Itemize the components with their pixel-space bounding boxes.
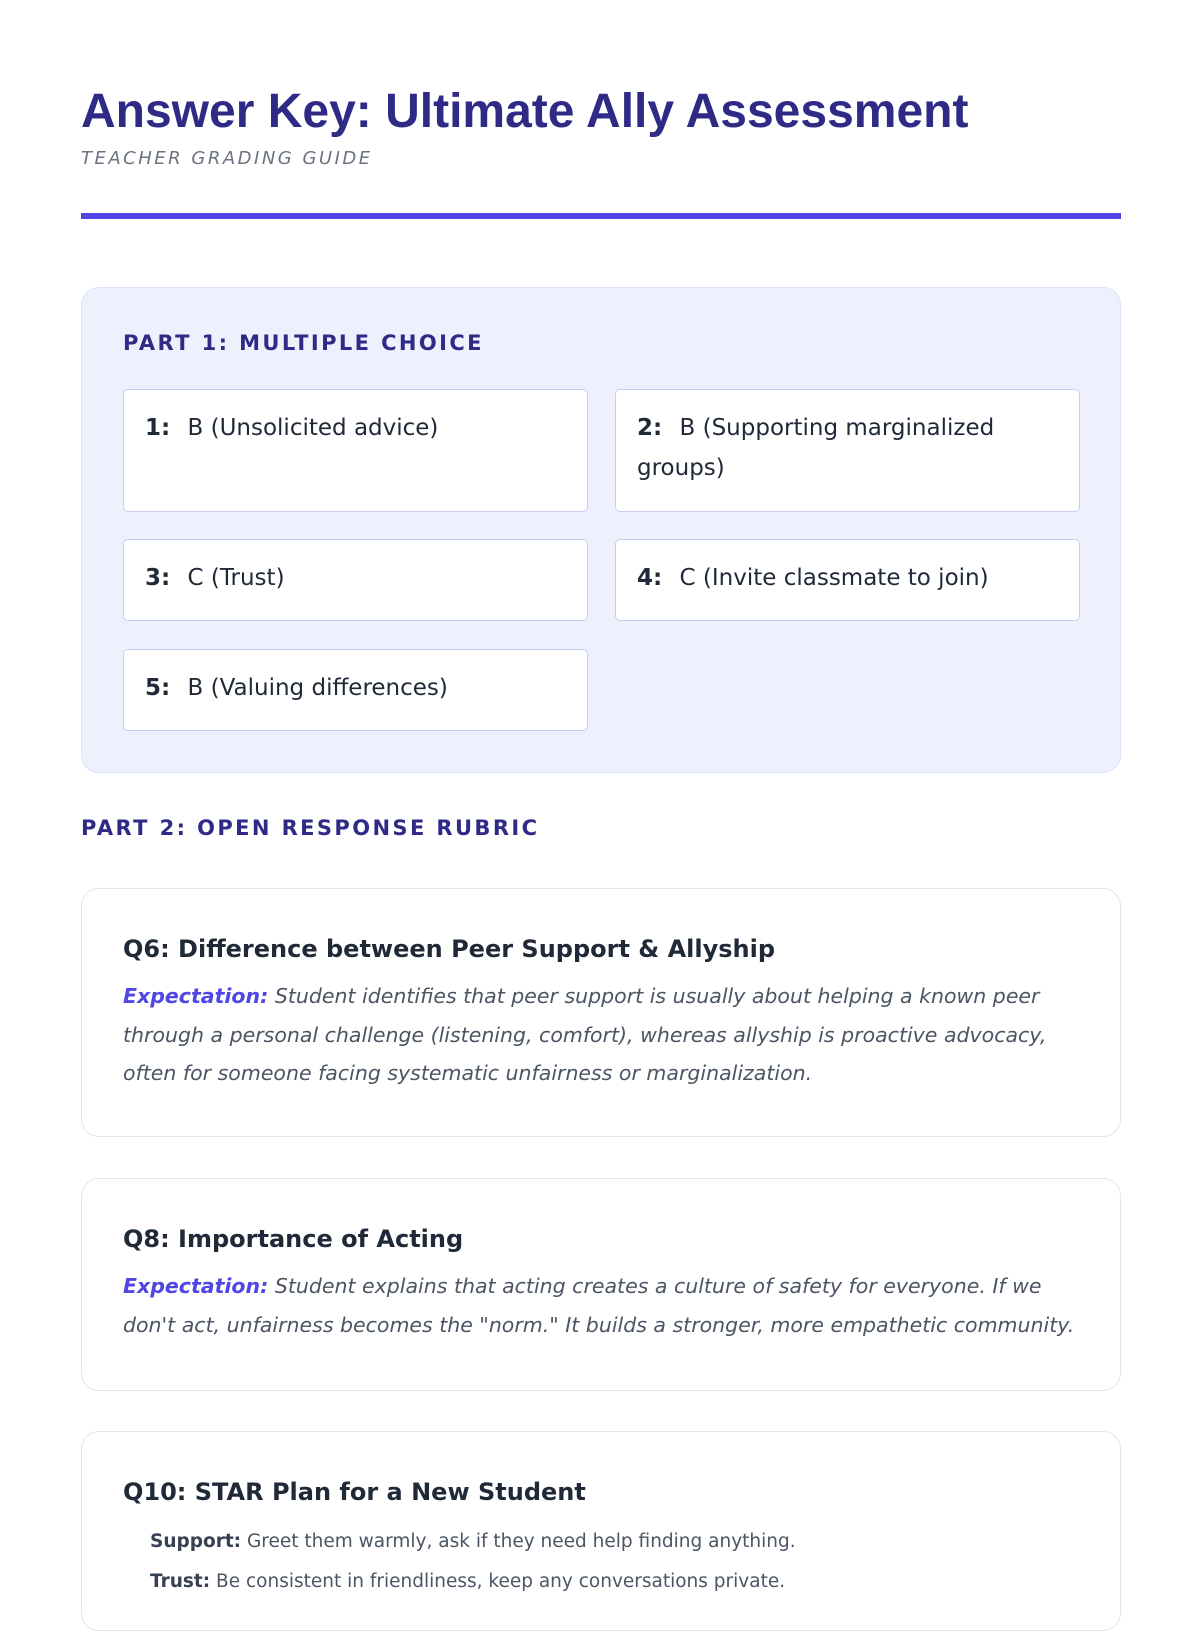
star-plan-label: Support: xyxy=(150,1531,242,1552)
rubric-card-q8 xyxy=(81,1178,1121,1391)
multiple-choice-panel xyxy=(81,287,1121,773)
expectation-text: Student explains that acting creates a culture of safety for everyone. If we don't act, unfairness becomes the "norm." It builds a stronger, more empathetic community. xyxy=(123,1274,1075,1337)
page-title: Answer Key: Ultimate Ally Assessment xyxy=(81,85,969,138)
mc-answer-number: 5: xyxy=(145,675,171,701)
mc-answer-4 xyxy=(615,539,1080,621)
mc-answer-text: C (Trust) xyxy=(187,565,285,591)
mc-answer-5 xyxy=(123,649,588,731)
rubric-question-title: Q10: STAR Plan for a New Student xyxy=(123,1478,586,1506)
star-plan-list xyxy=(123,1522,1079,1602)
mc-answer-1 xyxy=(123,389,588,512)
rubric-question-title: Q6: Difference between Peer Support & Allyship xyxy=(123,935,776,963)
part2-title: PART 2: OPEN RESPONSE RUBRIC xyxy=(81,816,540,840)
mc-answer-number: 3: xyxy=(145,565,171,591)
mc-answer-number: 4: xyxy=(637,565,663,591)
page-subtitle: TEACHER GRADING GUIDE xyxy=(81,148,373,169)
star-plan-item-support xyxy=(150,1522,1079,1562)
mc-answer-text: C (Invite classmate to join) xyxy=(679,565,989,591)
mc-answer-2 xyxy=(615,389,1080,512)
mc-answer-3 xyxy=(123,539,588,621)
part1-title: PART 1: MULTIPLE CHOICE xyxy=(123,331,484,355)
mc-answer-number: 2: xyxy=(637,415,663,441)
star-plan-item-trust xyxy=(150,1562,1079,1602)
mc-answer-text: B (Unsolicited advice) xyxy=(187,415,439,441)
header-divider xyxy=(81,213,1121,219)
rubric-question-title: Q8: Importance of Acting xyxy=(123,1225,464,1253)
mc-answer-text: B (Supporting marginalized groups) xyxy=(637,415,995,481)
mc-answer-number: 1: xyxy=(145,415,171,441)
expectation-label: Expectation: xyxy=(123,984,269,1008)
rubric-card-q10 xyxy=(81,1431,1121,1631)
rubric-card-q6 xyxy=(81,888,1121,1137)
expectation-label: Expectation: xyxy=(123,1274,269,1298)
expectation-text: Student identifies that peer support is usually about helping a known peer through a personal challenge (listening, comfort), whereas allyship is proactive advocacy, often for someone facing systematic unfairness or marginalization. xyxy=(123,984,1047,1085)
rubric-expectation xyxy=(123,977,1079,1093)
mc-answer-text: B (Valuing differences) xyxy=(187,675,448,701)
star-plan-label: Trust: xyxy=(150,1571,211,1592)
rubric-expectation xyxy=(123,1267,1079,1344)
star-plan-text: Be consistent in friendliness, keep any conversations private. xyxy=(216,1571,786,1592)
star-plan-text: Greet them warmly, ask if they need help finding anything. xyxy=(246,1531,796,1552)
